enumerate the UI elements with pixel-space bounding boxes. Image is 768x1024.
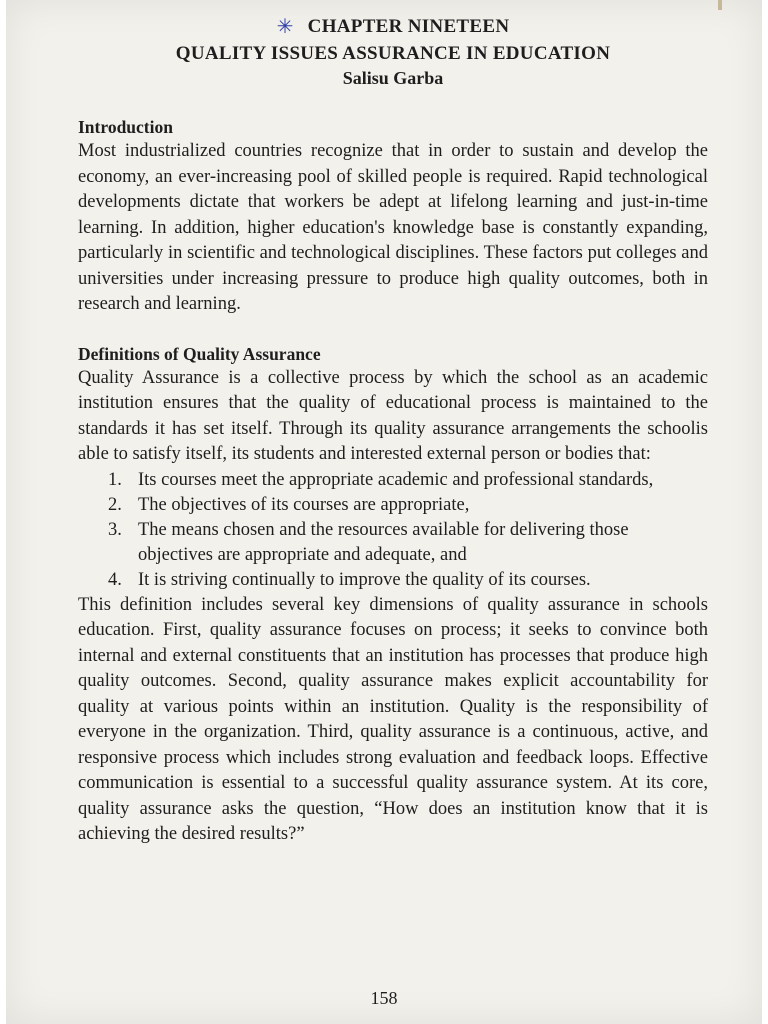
page-edge-mark — [718, 0, 722, 10]
book-page — [6, 0, 762, 1024]
list-item — [108, 493, 708, 518]
list-item — [108, 518, 708, 568]
definitions-heading: Definitions of Quality Assurance — [78, 343, 321, 364]
introduction-heading: Introduction — [78, 117, 173, 137]
chapter-title: QUALITY ISSUES ASSURANCE IN EDUCATION — [175, 43, 611, 64]
introduction-paragraph: Most industrialized countries recognize that in order to sustain and develop the economy, an ever-increasing pool of skilled people is required. Rapid technological developments dictate that workers be adept at lifelong learning and just-in-time learning. In addition, higher education's knowledge base is constantly expanding, particularly in scientific and technological disciplines. These factors put colleges and universities under increasing pressure to produce high quality outcomes, both in research and learning. — [78, 141, 708, 314]
list-item — [108, 468, 708, 493]
list-item — [108, 568, 708, 593]
handwritten-star-icon: ✳ — [276, 16, 294, 38]
list-item-number: 4. — [108, 569, 122, 590]
definitions-paragraph: Quality Assurance is a collective process by which the school as an academic institution ensures that the quality of educational process is maintained to the standards it has set itself. Through its quality assurance arrangements the schoolis able to satisfy itself, its students and interested external person or bodies that: — [78, 367, 708, 464]
list-item-number: 1. — [108, 469, 122, 490]
chapter-header — [78, 14, 708, 89]
list-item-text: Its courses meet the appropriate academic and professional standards, — [138, 469, 654, 490]
chapter-label: CHAPTER NINETEEN — [307, 15, 510, 37]
page-content — [78, 14, 708, 848]
list-item-number: 2. — [108, 494, 122, 515]
list-item-text: It is striving continually to improve the quality of its courses. — [138, 569, 591, 590]
list-item-number: 3. — [108, 519, 122, 540]
chapter-author: Salisu Garba — [342, 68, 444, 88]
list-item-text: The objectives of its courses are appropriate, — [138, 494, 470, 515]
definitions-followup-paragraph: This definition includes several key dimensions of quality assurance in schools education. First, quality assurance focuses on process; it seeks to convince both internal and external constituents that an institution has processes that produce high quality outcomes. Second, quality assurance makes explicit accountability for quality at various points within an institution. Quality is the responsibility of everyone in the organization. Third, quality assurance is a continuous, active, and responsive process which includes strong evaluation and feedback loops. Effective communication is essential to a successful quality assurance system. At its core, quality assurance asks the question, “How does an institution know that it is achieving the desired results?” — [78, 594, 708, 844]
list-item-text: The means chosen and the resources available for delivering those objectives are appropriate and adequate, and — [138, 519, 629, 565]
chapter-label-line — [78, 14, 708, 39]
criteria-list — [78, 468, 708, 593]
page-number: 158 — [370, 988, 398, 1008]
